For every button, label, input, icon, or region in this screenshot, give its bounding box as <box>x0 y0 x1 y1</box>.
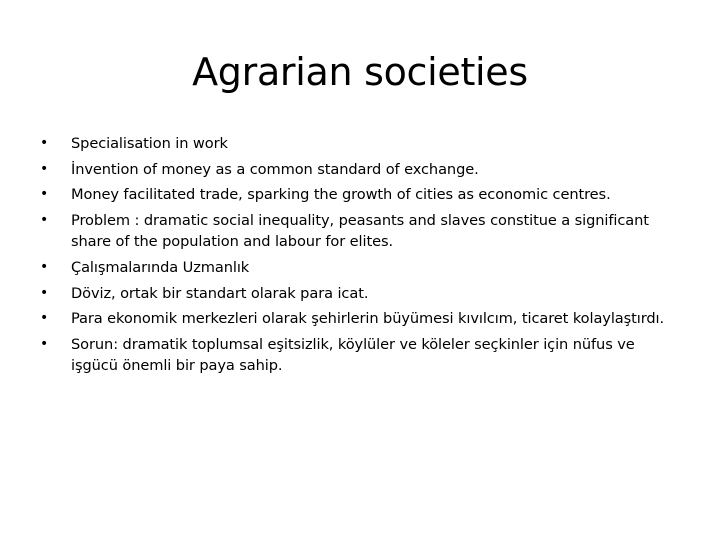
bullet-dot-icon: • <box>40 135 49 151</box>
bullet-dot-icon: • <box>40 160 49 177</box>
bullet-item <box>36 133 686 155</box>
bullet-dot-icon: • <box>40 310 49 327</box>
bullet-item <box>36 308 686 330</box>
bullet-item <box>36 334 686 377</box>
bullet-item <box>36 210 686 253</box>
bullet-text: Specialisation in work <box>71 135 228 152</box>
bullet-text: Problem : dramatic social inequality, peasants and slaves constitue a significant share of the population and labour for elites. <box>71 211 649 251</box>
bullet-dot-icon: • <box>40 284 49 301</box>
bullet-dot-icon: • <box>40 258 49 275</box>
bullet-item <box>36 159 686 181</box>
bullet-item <box>36 184 686 206</box>
slide-title: Agrarian societies <box>192 50 528 94</box>
bullet-list <box>36 133 686 381</box>
bullet-dot-icon: • <box>40 335 49 352</box>
bullet-text: Money facilitated trade, sparking the growth of cities as economic centres. <box>71 186 611 204</box>
bullet-text: Çalışmalarında Uzmanlık <box>71 258 250 276</box>
bullet-text: Sorun: dramatik toplumsal eşitsizlik, köylüler ve köleler seçkinler için nüfus ve işgücü önemli bir paya sahip. <box>71 335 635 375</box>
bullet-text: İnvention of money as a common standard of exchange. <box>71 160 479 178</box>
bullet-item <box>36 257 686 279</box>
bullet-text: Para ekonomik merkezleri olarak şehirlerin büyümesi kıvılcım, ticaret kolaylaştırdı. <box>71 310 665 328</box>
bullet-dot-icon: • <box>40 186 49 203</box>
bullet-text: Döviz, ortak bir standart olarak para icat. <box>71 284 369 302</box>
bullet-dot-icon: • <box>40 211 49 228</box>
bullet-item <box>36 283 686 305</box>
